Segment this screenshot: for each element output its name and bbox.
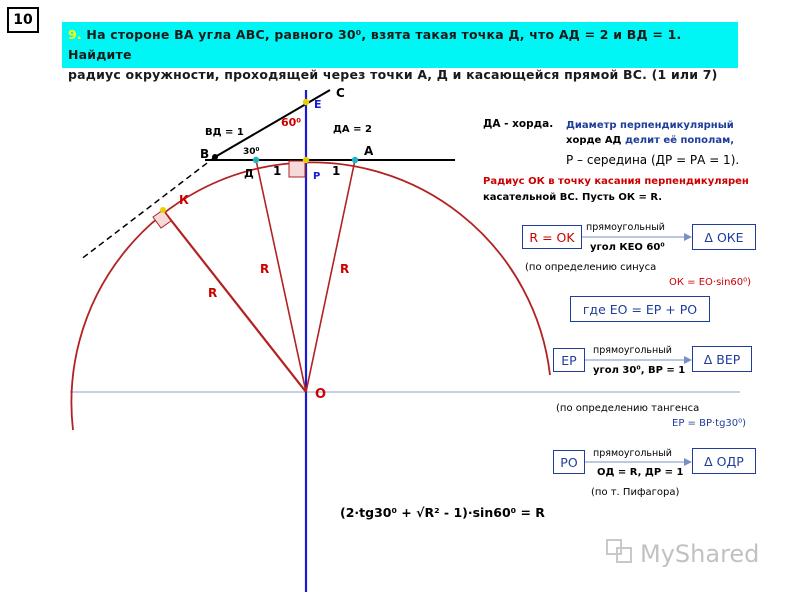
box-EO-sum: где ЕО = ЕР + РО: [570, 296, 710, 322]
box-EP: ЕР: [553, 348, 585, 372]
right-angle-P: [289, 161, 305, 177]
label-DA: ДА = 2: [333, 124, 372, 135]
point-B: [212, 154, 218, 160]
label-R-OA: R: [340, 262, 350, 276]
arrow-2-head: [684, 356, 692, 364]
arrow3-bottom-label: ОД = R, ДР = 1: [597, 467, 684, 478]
point-E: [303, 99, 309, 105]
note-midpoint: Р – середина (ДР = РА = 1).: [566, 153, 740, 167]
note-tan-def: (по определению тангенса: [556, 403, 700, 414]
point-D: [253, 157, 259, 163]
box-triangle-BEP: Δ ВЕР: [692, 346, 752, 372]
tangent-extension: [80, 157, 215, 260]
note-radius-line2: касательной ВС. Пусть ОК = R.: [483, 192, 663, 203]
label-angle-60: 60⁰: [281, 116, 302, 129]
point-K: [160, 207, 166, 213]
note-sine-def: (по определению синуса: [525, 262, 657, 273]
slide-number: 10: [7, 7, 39, 33]
box-R-equals-OK: R = OK: [522, 225, 582, 249]
note-diameter-line2b: делит её пополам,: [624, 135, 735, 146]
radius-OD: [256, 160, 306, 392]
note-pythagoras: (по т. Пифагора): [591, 487, 680, 498]
line-BC: [215, 90, 330, 157]
box-triangle-ODP: Δ ОДР: [692, 448, 756, 474]
note-radius-line1: Радиус ОК в точку касания перпендикулярен: [483, 176, 749, 187]
label-C: С: [336, 86, 345, 100]
circle-arc: [71, 162, 550, 430]
radius-OK: [163, 210, 306, 392]
box-PO: РО: [553, 450, 585, 474]
radius-OA: [306, 160, 355, 392]
task-text-line1: На стороне ВА угла АВС, равного 30⁰, взята такая точка Д, что АД = 2 и ВД = 1. Найдите: [68, 27, 682, 62]
label-R-OD: R: [260, 262, 270, 276]
note-diameter-line2: [566, 135, 734, 146]
note-diameter-line2a: хорде АД: [566, 135, 625, 146]
point-P: [303, 157, 309, 163]
label-A: А: [364, 144, 374, 158]
note-diameter-line1: Диаметр перпендикулярный: [566, 120, 734, 131]
note-sine-formula: ОК = ЕО·sin60⁰): [669, 277, 752, 288]
watermark-logo: [607, 540, 759, 568]
note-tan-formula: ЕР = ВР·tg30⁰): [672, 418, 747, 429]
arrow-3-head: [684, 458, 692, 466]
label-seg-1-right: 1: [332, 164, 341, 178]
arrow2-top-label: прямоугольный: [593, 345, 672, 356]
final-equation: (2·tg30⁰ + √R² - 1)·sin60⁰ = R: [340, 505, 545, 520]
note-chord: ДА - хорда.: [483, 118, 554, 130]
arrow-1-head: [684, 233, 692, 241]
task-number: 9.: [68, 27, 82, 42]
label-P: Р: [313, 171, 321, 182]
label-seg-1-left: 1: [273, 164, 282, 178]
label-K: К: [179, 193, 189, 207]
label-B: В: [200, 147, 210, 161]
label-O: О: [315, 387, 327, 402]
label-R-OK: R: [208, 286, 218, 300]
label-BD: ВД = 1: [205, 127, 244, 138]
task-text-line2: радиус окружности, проходящей через точки А, Д и касающейся прямой ВС. (1 или 7): [68, 67, 718, 82]
arrow1-top-label: прямоугольный: [586, 222, 665, 233]
label-E: Е: [314, 98, 322, 111]
label-angle-30: 30⁰: [243, 147, 260, 157]
label-D: Д: [244, 167, 254, 180]
arrow3-top-label: прямоугольный: [593, 448, 672, 459]
arrow1-bottom-label: угол КЕО 60⁰: [590, 242, 665, 253]
point-A: [352, 157, 358, 163]
watermark-text: MyShared: [640, 540, 760, 568]
arrow2-bottom-label: угол 30⁰, ВР = 1: [593, 365, 686, 376]
box-triangle-OKE: Δ ОКЕ: [692, 224, 756, 250]
